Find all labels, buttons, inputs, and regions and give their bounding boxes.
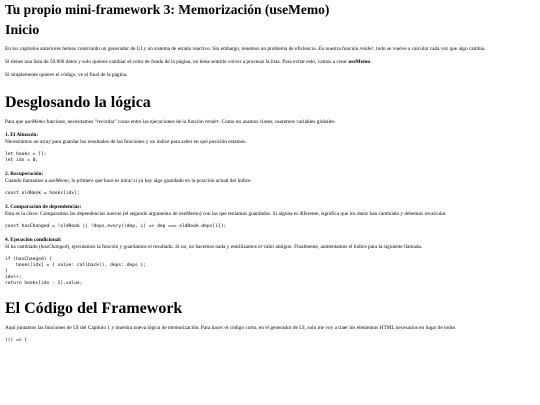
step-text: Necesitamos un array para guardar los resultados de las funciones y un índice para saber en qué posición estamos. — [5, 139, 247, 145]
code-block-comparacion: const hasChanged = !oldHook || !deps.every((dep, i) => dep === oldHook.deps[i]); — [5, 224, 227, 229]
page-title: Tu propio mini-framework 3: Memorización (useMemo) — [5, 2, 330, 17]
step-title: 1. El Almacén: — [5, 132, 39, 138]
step-text: Esta es la clave. Comparamos las dependencias nuevas (el segundo argumento de useMemo) con las que teníamos guardadas. Si alguna es diferente, significa que los datos han cambiado y debemos recalcular. — [5, 211, 447, 217]
usememo-term: useMemo — [348, 59, 371, 65]
codigo-paragraph: Aquí juntamos las funciones de UI del Capítulo 1 y muestra nueva lógica de memorización. Para hacer el código corto, en el generador de UI, solo me voy a traer los elementos HTML necesarios en lugar de todos — [5, 325, 456, 331]
render-term: render — [359, 46, 374, 52]
step-almacen — [5, 132, 535, 146]
heading-inicio: Inicio — [5, 23, 40, 38]
step-comparacion — [5, 204, 535, 218]
inicio-paragraph-2: Si tienes una lista de 50.000 datos y solo quieres cambiar el color de fondo de la página, no tiene sentido volver a procesar la lista. Para evitar esto, vamos a crear useMemo. — [5, 59, 372, 65]
code-block-almacen: let hooks = []; let idx = 0; — [5, 152, 47, 163]
step-title: 2. Recuperación: — [5, 171, 44, 177]
heading-codigo: El Código del Framework — [5, 300, 183, 317]
logica-intro: Para que useMemo funcione, necesitamos "recordar" cosas entre las ejecuciones de la función render. Como no usamos clases, usaremos variables globales. — [5, 119, 336, 125]
code-block-ejecucion: if (hasChanged) { hooks[idx] = { value: callback(), deps: deps }; } idx++; return hooks[idx - 1].value; — [5, 257, 147, 286]
step-ejecucion: 4. Ejecución condicional: Si ha cambiado (hasChanged), ejecutamos la función y guardamos el resultado. Si no, no hacemos nada y reutilizamos el valor antiguo. Finalmente, aumentamos el índice para la siguiente llamada. — [5, 237, 535, 251]
step-title: 3. Comparación de dependencias: — [5, 204, 82, 210]
inicio-paragraph-1: En los capítulos anteriores hemos construido un generador de UI y un sistema de estado reactivo. Sin embargo, tenemos un problema de eficiencia. En nuestra función render, todo se vuelve a calcular cada vez que algo cambia. — [5, 46, 486, 52]
heading-logica: Desglosando la lógica — [5, 94, 151, 111]
step-recuperacion: 2. Recuperación: Cuando llamamos a useMemo, lo primero que hace es mirar si ya hay algo guardado en la posición actual del índice. — [5, 171, 535, 185]
step-title: 4. Ejecución condicional: — [5, 237, 62, 243]
code-block-recuperacion: const oldHook = hooks[idx]; — [5, 191, 80, 196]
code-block-framework: (() => { — [5, 338, 28, 343]
inicio-paragraph-3: Si simplemente quieres el código, ve al final de la página. — [5, 72, 128, 78]
